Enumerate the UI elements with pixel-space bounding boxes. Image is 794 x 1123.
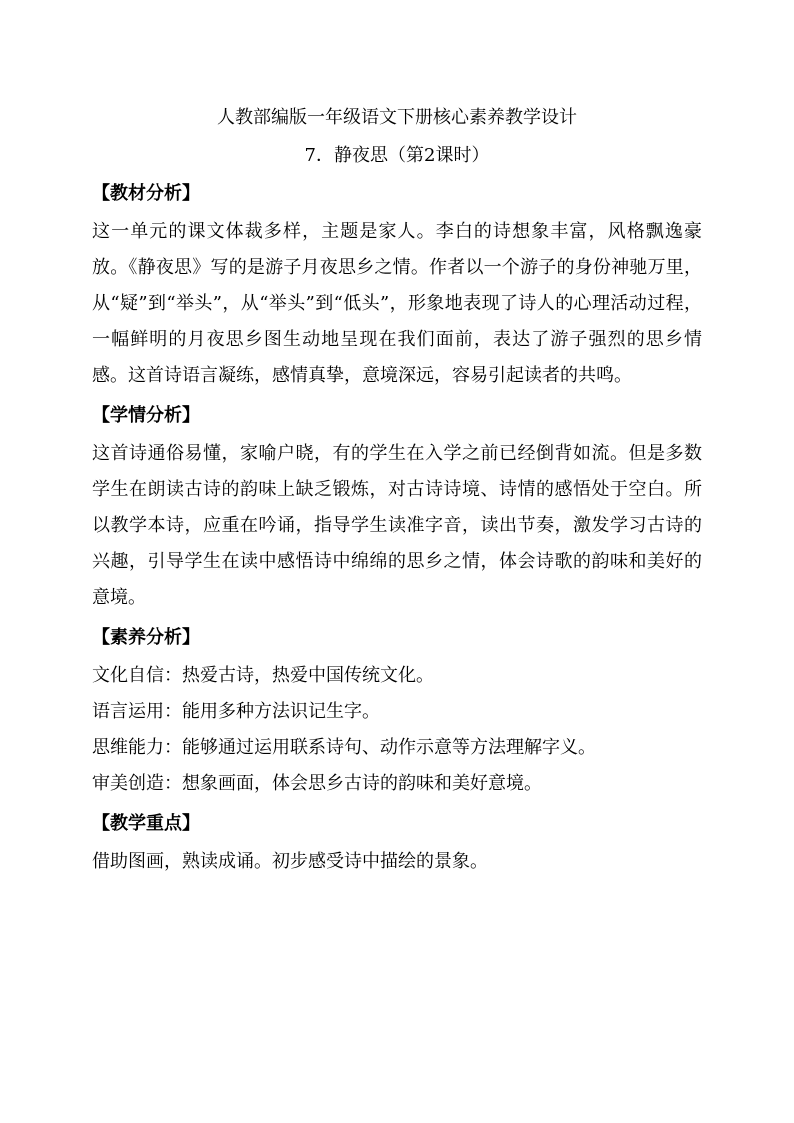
lesson-subtitle: 7．静夜思（第2课时） [304,145,490,166]
section-heading-textbook-analysis: 【教材分析】 [92,183,200,204]
textbook-analysis-paragraph: 这一单元的课文体裁多样，主题是家人。李白的诗想象丰富，风格飘逸豪放。《静夜思》写的是游子月夜思乡之情。作者以一个游子的身份神驰万里，从“疑”到“举头”，从“举头”到“低头”，形象地表现了诗人的心理活动过程，一幅鲜明的月夜思乡图生动地呈现在我们面前，表达了游子强烈的思乡情感。这首诗语言凝练，感情真挚，意境深远，容易引起读者的共鸣。 [92,221,702,386]
student-analysis-paragraph: 这首诗通俗易懂，家喻户晓，有的学生在入学之前已经倒背如流。但是多数学生在朗读古诗的韵味上缺乏锻炼，对古诗诗境、诗情的感悟处于空白。所以教学本诗，应重在吟诵，指导学生读准字音，读出节奏，激发学习古诗的兴趣，引导学生在读中感悟诗中绵绵的思乡之情，体会诗歌的韵味和美好的意境。 [92,443,702,608]
document-title: 人教部编版一年级语文下册核心素养教学设计 [217,107,577,128]
literacy-item-language: 语言运用：能用多种方法识记生字。 [92,701,380,722]
literacy-item-culture: 文化自信：热爱古诗，热爱中国传统文化。 [92,665,434,686]
section-heading-literacy-analysis: 【素养分析】 [92,627,200,648]
section-heading-teaching-focus: 【教学重点】 [92,813,200,834]
literacy-item-thinking: 思维能力：能够通过运用联系诗句、动作示意等方法理解字义。 [92,737,596,758]
literacy-item-aesthetics: 审美创造：想象画面，体会思乡古诗的韵味和美好意境。 [92,773,542,794]
teaching-focus-paragraph: 借助图画，熟读成诵。初步感受诗中描绘的景象。 [92,851,488,872]
section-heading-student-analysis: 【学情分析】 [92,405,200,426]
